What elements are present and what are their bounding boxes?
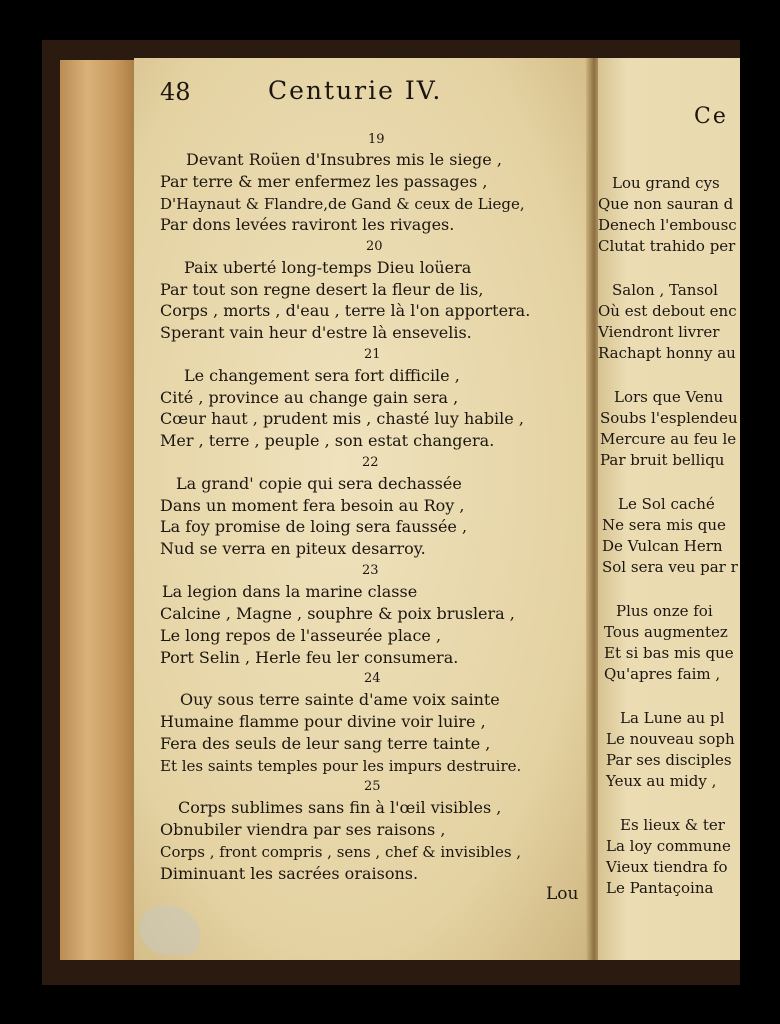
verse-line: Cœur haut , prudent mis , chasté luy habile , [160, 409, 524, 428]
quatrain-number: 23 [362, 563, 379, 578]
verse-line: Corps , front compris , sens , chef & invisibles , [160, 843, 522, 861]
verse-line: D'Haynaut & Flandre,de Gand & ceux de Liege, [160, 195, 525, 213]
verse-line: Par ses disciples [606, 751, 732, 769]
verse-line: Par tout son regne desert la fleur de lis, [160, 280, 484, 299]
verse-line: La Lune au pl [620, 709, 725, 727]
verse-line: Qu'apres faim , [604, 665, 721, 683]
verse-line: Cité , province au change gain sera , [160, 388, 459, 407]
verse-line: Le Sol caché [618, 495, 715, 513]
verse-line: Humaine flamme pour divine voir luire , [160, 712, 486, 731]
verse-line: Vieux tiendra fo [606, 858, 728, 876]
right-page-text [598, 58, 740, 960]
verse-line: La loy commune [606, 837, 731, 855]
verse-line: Yeux au midy , [606, 772, 717, 790]
verse-line: Viendront livrer [598, 323, 720, 341]
verse-line: Clutat trahido per [598, 237, 736, 255]
verse-line: La legion dans la marine classe [162, 582, 418, 601]
verse-line: Denech l'embousc [598, 216, 737, 234]
verse-line: De Vulcan Hern [602, 537, 723, 555]
verse-line: Où est debout enc [598, 302, 737, 320]
verse-line: Fera des seuls de leur sang terre tainte , [160, 734, 491, 753]
verse-line: Dans un moment fera besoin au Roy , [160, 496, 465, 515]
running-head-right: Ce [694, 104, 728, 129]
page-number: 48 [160, 78, 191, 106]
verse-line: Plus onze foi [616, 602, 713, 620]
verse-line: Rachapt honny au [598, 344, 736, 362]
verse-line: Ne sera mis que [602, 516, 726, 534]
verse-line: Corps , morts , d'eau , terre là l'on apportera. [160, 301, 531, 320]
quatrain-number: 22 [362, 455, 379, 470]
quatrain-number: 21 [364, 347, 381, 362]
verse-line: Obnubiler viendra par ses raisons , [160, 820, 446, 839]
book-spine-edge [60, 60, 138, 960]
verse-line: Et si bas mis que [604, 644, 734, 662]
verse-line: Sol sera veu par r [602, 558, 738, 576]
verse-line: Le nouveau soph [606, 730, 735, 748]
quatrain-number: 20 [366, 239, 383, 254]
verse-line: Es lieux & ter [620, 816, 725, 834]
verse-line: Mercure au feu le [600, 430, 737, 448]
verse-line: Et les saints temples pour les impurs destruire. [160, 757, 522, 775]
verse-line: Mer , terre , peuple , son estat changera. [160, 431, 495, 450]
verse-line: Port Selin , Herle feu ler consumera. [160, 648, 459, 667]
catchword: Lou [546, 884, 579, 904]
verse-line: Par terre & mer enfermez les passages , [160, 172, 488, 191]
verse-line: Corps sublimes sans fin à l'œil visibles , [178, 798, 502, 817]
verse-line: Par bruit belliqu [600, 451, 725, 469]
verse-line: Lou grand cys [612, 174, 720, 192]
verse-line: La foy promise de loing sera faussée , [160, 517, 468, 536]
verse-line: Calcine , Magne , souphre & poix bruslera , [160, 604, 515, 623]
verse-line: Tous augmentez [604, 623, 728, 641]
verse-line: Devant Roüen d'Insubres mis le siege , [186, 150, 502, 169]
quatrain-number: 24 [364, 671, 381, 686]
verse-line: Par dons levées raviront les rivages. [160, 215, 455, 234]
verse-line: Ouy sous terre sainte d'ame voix sainte [180, 690, 500, 709]
verse-line: Soubs l'esplendeu [600, 409, 738, 427]
verse-line: Diminuant les sacrées oraisons. [160, 864, 419, 883]
verse-line: Paix uberté long-temps Dieu loüera [184, 258, 472, 277]
quatrain-number: 25 [364, 779, 381, 794]
verse-line: Lors que Venu [614, 388, 724, 406]
verse-line: Le long repos de l'asseurée place , [160, 626, 442, 645]
quatrain-number: 19 [368, 132, 385, 147]
running-head: Centurie IV. [268, 76, 443, 105]
verse-line: Le Pantaçoina [606, 879, 714, 897]
verse-line: Que non sauran d [598, 195, 734, 213]
verse-line: Le changement sera fort difficile , [184, 366, 460, 385]
verse-line: La grand' copie qui sera dechassée [176, 474, 462, 493]
verse-line: Sperant vain heur d'estre là ensevelis. [160, 323, 472, 342]
verse-line: Nud se verra en piteux desarroy. [160, 539, 426, 558]
verse-line: Salon , Tansol [612, 281, 718, 299]
